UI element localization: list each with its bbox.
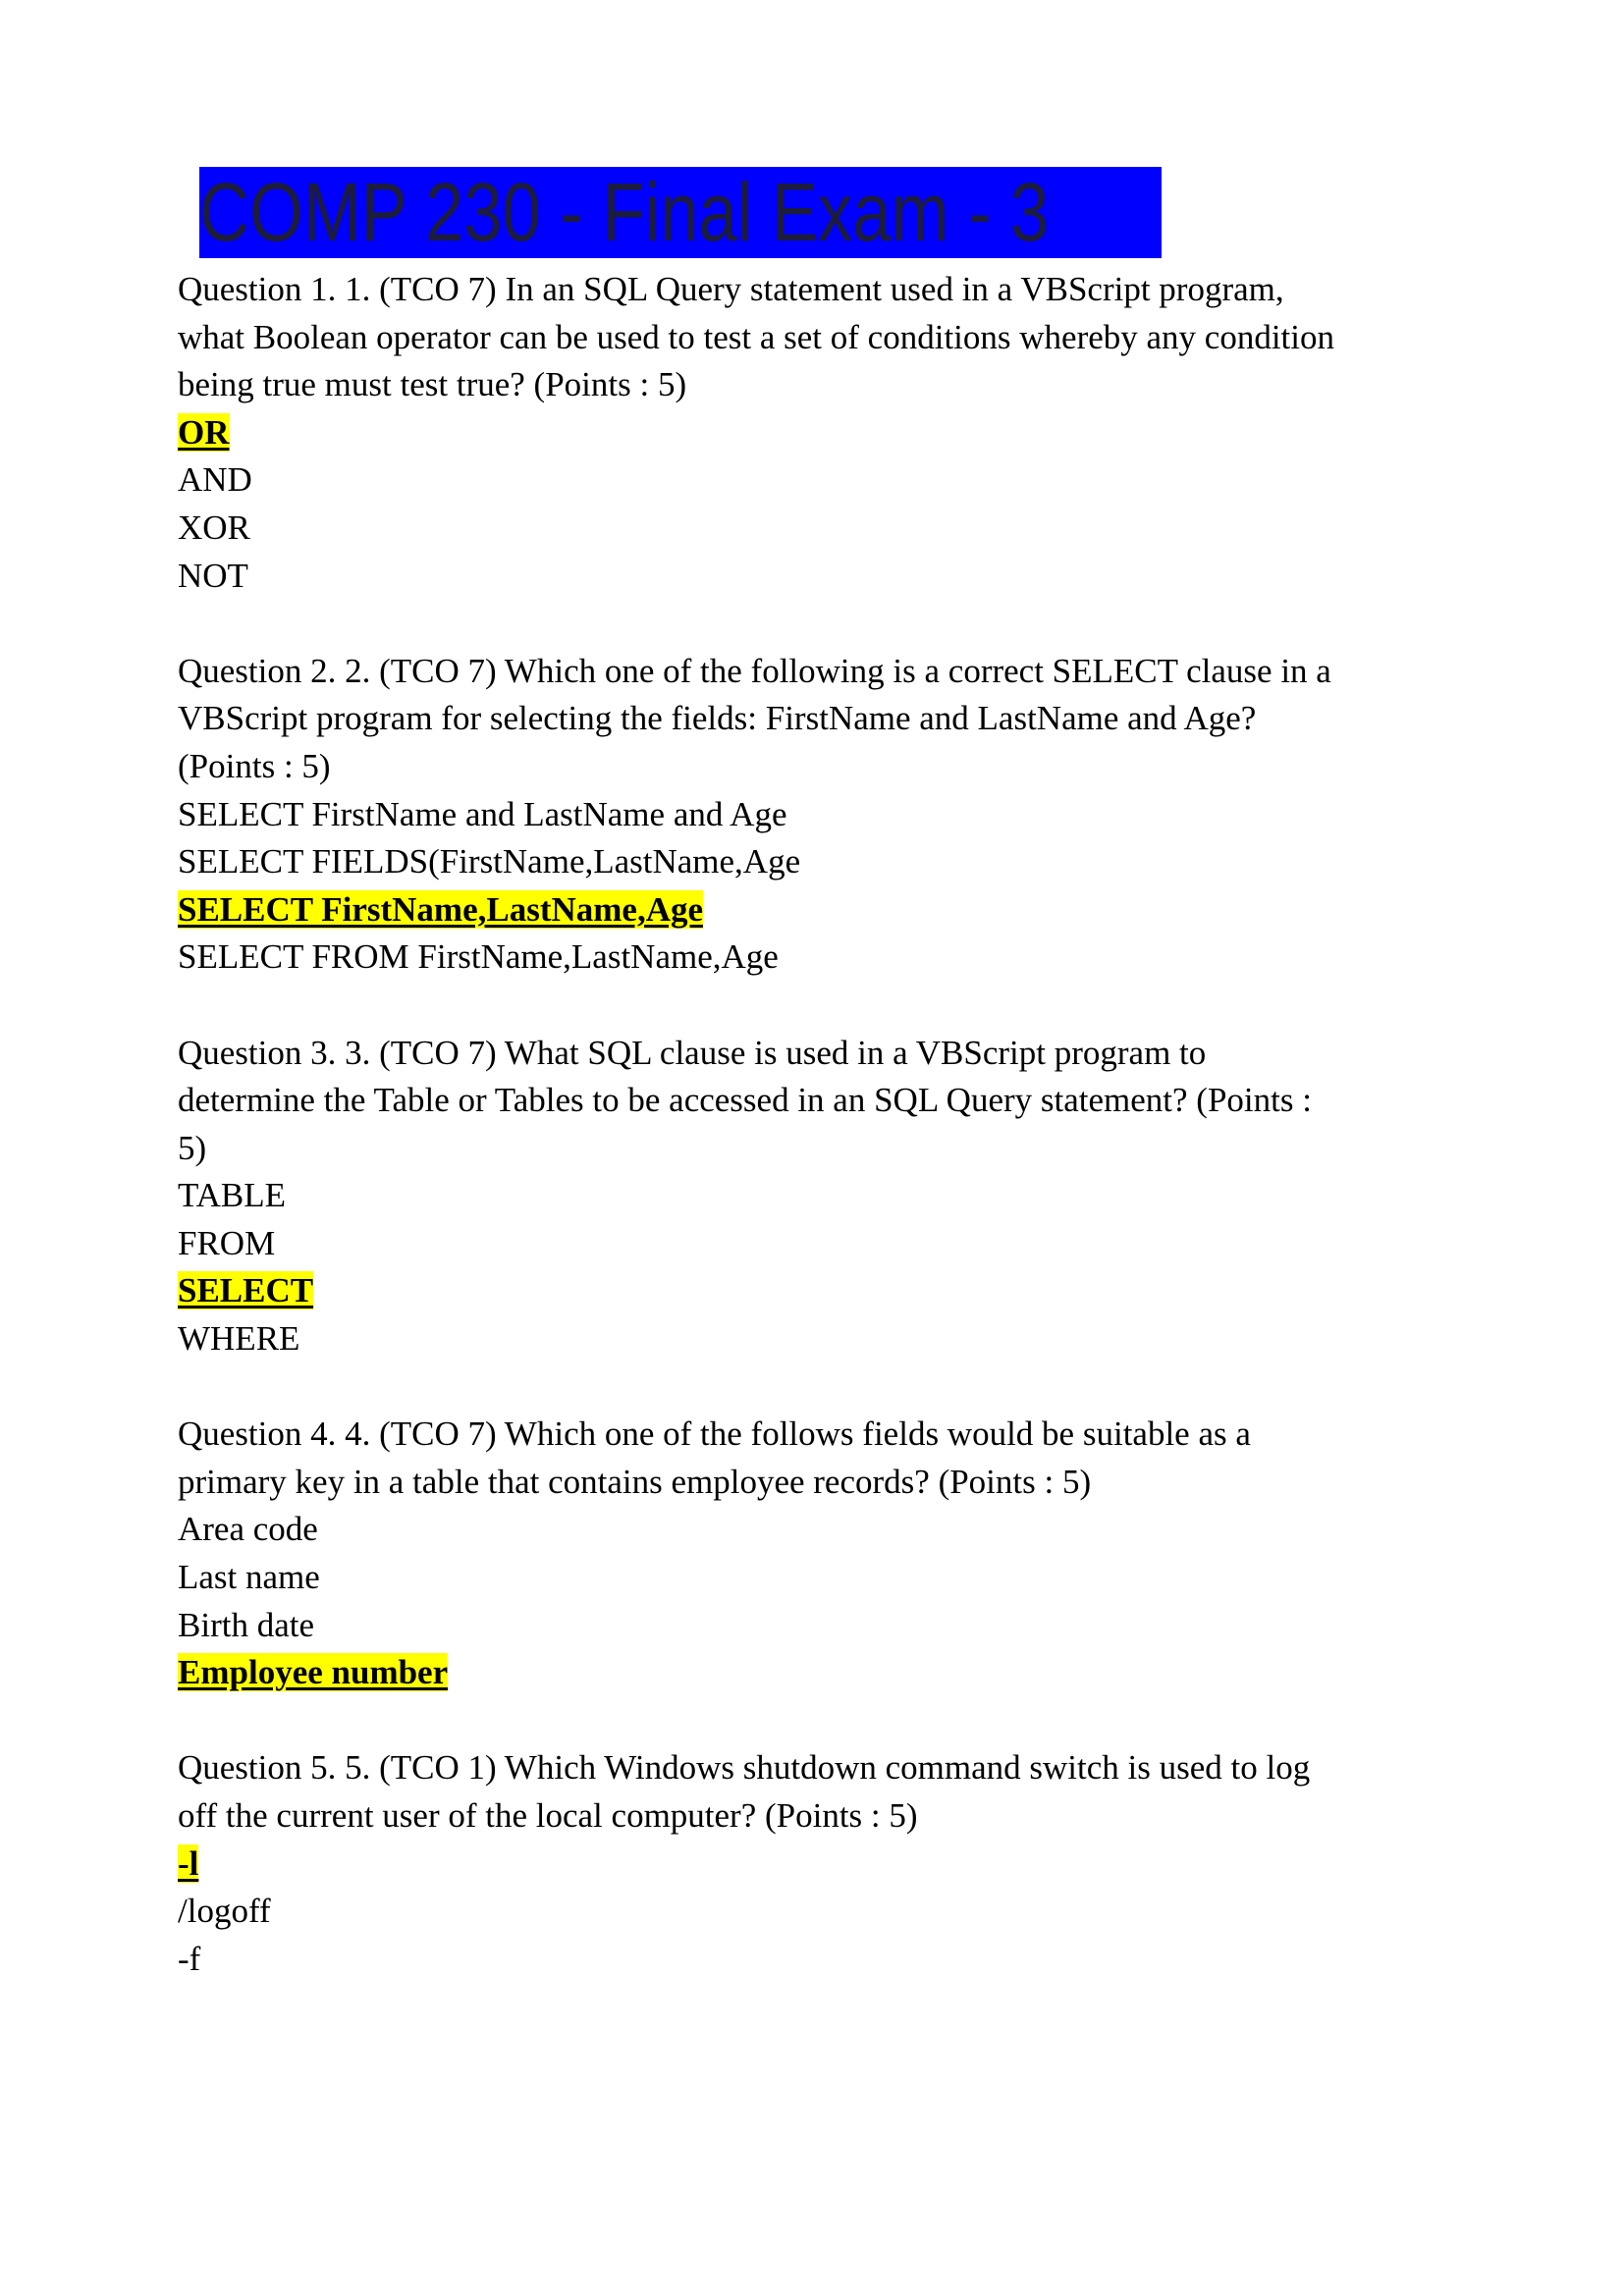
exam-content <box>178 266 1552 1983</box>
answer-option <box>178 838 1552 886</box>
option-text: SELECT FIELDS(FirstName,LastName,Age <box>178 842 801 881</box>
option-text: OR <box>178 412 230 452</box>
option-text: AND <box>178 460 252 500</box>
document-title: COMP 230 - Final Exam - 3 <box>199 167 1050 258</box>
spacer <box>178 982 1552 1030</box>
question-text-line: determine the Table or Tables to be accessed in an SQL Query statement? (Points : <box>178 1081 1312 1120</box>
question-text-line: being true must test true? (Points : 5) <box>178 365 687 404</box>
question-text-line: Question 2. 2. (TCO 7) Which one of the following is a correct SELECT clause in a <box>178 651 1331 690</box>
option-text: SELECT FROM FirstName,LastName,Age <box>178 937 779 977</box>
correct-answer-option <box>178 886 1552 934</box>
option-text: WHERE <box>178 1319 300 1359</box>
question-text-line: Question 1. 1. (TCO 7) In an SQL Query statement used in a VBScript program, <box>178 270 1284 308</box>
question-text-line: off the current user of the local computer? (Points : 5) <box>178 1796 918 1835</box>
title-banner <box>199 167 1162 258</box>
option-text: Employee number <box>178 1653 449 1692</box>
option-text: TABLE <box>178 1176 286 1215</box>
option-text: /logoff <box>178 1892 271 1931</box>
question-text-line: primary key in a table that contains employee records? (Points : 5) <box>178 1462 1092 1501</box>
question-text-line: (Points : 5) <box>178 746 331 785</box>
option-text: Area code <box>178 1510 318 1549</box>
correct-answer-option <box>178 1841 1552 1889</box>
question-text-line: 5) <box>178 1128 207 1167</box>
answer-option <box>178 1554 1552 1602</box>
correct-answer-option <box>178 1649 1552 1697</box>
answer-option <box>178 1172 1552 1220</box>
question-text-line: Question 3. 3. (TCO 7) What SQL clause is used in a VBScript program to <box>178 1033 1207 1072</box>
correct-answer-option <box>178 409 1552 457</box>
answer-option <box>178 456 1552 505</box>
question-block <box>178 1030 1552 1363</box>
option-text: NOT <box>178 556 248 595</box>
question-block <box>178 648 1552 982</box>
option-text: FROM <box>178 1223 276 1262</box>
spacer <box>178 1363 1552 1412</box>
question-text-line: VBScript program for selecting the fields: FirstName and LastName and Age? <box>178 699 1257 738</box>
answer-option <box>178 934 1552 982</box>
option-text: SELECT FirstName,LastName,Age <box>178 889 704 929</box>
option-text: Birth date <box>178 1605 314 1644</box>
option-text: Last name <box>178 1558 320 1597</box>
question-block <box>178 1744 1552 1983</box>
spacer <box>178 1697 1552 1745</box>
spacer <box>178 600 1552 648</box>
answer-option <box>178 553 1552 601</box>
answer-option <box>178 1936 1552 1984</box>
option-text: -f <box>178 1939 201 1978</box>
answer-option <box>178 1506 1552 1554</box>
answer-option <box>178 1220 1552 1268</box>
option-text: -l <box>178 1843 199 1883</box>
option-text: SELECT FirstName and LastName and Age <box>178 794 787 833</box>
question-text-line: Question 4. 4. (TCO 7) Which one of the follows fields would be suitable as a <box>178 1415 1251 1454</box>
correct-answer-option <box>178 1267 1552 1315</box>
answer-option <box>178 505 1552 553</box>
option-text: XOR <box>178 507 250 547</box>
answer-option <box>178 1888 1552 1936</box>
question-block <box>178 266 1552 600</box>
answer-option <box>178 1602 1552 1650</box>
question-block <box>178 1411 1552 1697</box>
answer-option <box>178 1315 1552 1363</box>
option-text: SELECT <box>178 1271 314 1310</box>
answer-option <box>178 791 1552 839</box>
question-text-line: Question 5. 5. (TCO 1) Which Windows shutdown command switch is used to log <box>178 1748 1311 1788</box>
question-text-line: what Boolean operator can be used to test a set of conditions whereby any condition <box>178 317 1335 356</box>
